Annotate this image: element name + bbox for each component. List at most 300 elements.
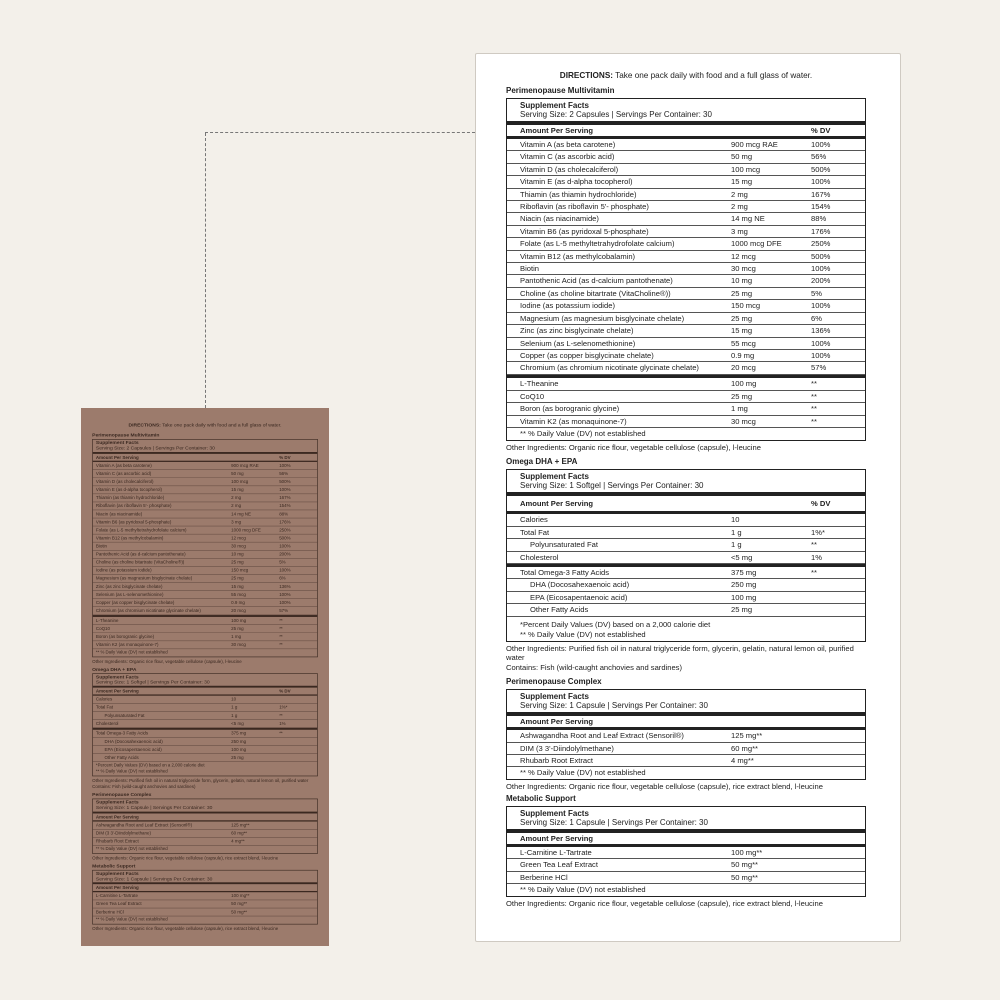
- nutrient-amount: <5 mg: [731, 552, 753, 562]
- nutrient-name: L-Theanine: [520, 379, 559, 389]
- nutrient-amount: 50 mg: [231, 470, 244, 476]
- thumb-column-header: Amount Per Serving % DV: [93, 454, 317, 462]
- other-ingredients: Other Ingredients: Organic rice flour, vegetable cellulose (capsule), l-leucine: [506, 442, 761, 452]
- table-row: [507, 201, 865, 213]
- thumb-other-ingredients: Other Ingredients: Organic rice flour, vegetable cellulose (capsule), rice extract blend, l-leucine: [92, 925, 279, 932]
- nutrient-amount: 25 mg: [731, 313, 753, 323]
- nutrient-name: Niacin (as niacinamide): [95, 510, 143, 517]
- table-row: [93, 696, 317, 704]
- nutrient-name: Rhubarb Root Extract: [95, 838, 139, 844]
- nutrient-dv: 167%: [811, 189, 831, 199]
- table-row: [507, 416, 865, 428]
- table-row: [507, 251, 865, 263]
- nutrient-name: Vitamin B12 (as methylcobalamin): [520, 251, 636, 261]
- thumb-facts-box: [92, 799, 318, 854]
- nutrient-name: Biotin: [95, 542, 108, 549]
- nutrient-name: Riboflavin (as riboflavin 5'- phosphate): [520, 202, 649, 212]
- nutrient-amount: 50 mg**: [731, 872, 759, 882]
- table-row: [93, 510, 317, 518]
- nutrient-amount: 20 mcg: [231, 607, 246, 613]
- nutrient-name: Chromium (as chromium nicotinate glycinate chelate): [520, 363, 699, 373]
- table-row: [93, 478, 317, 486]
- nutrient-dv: **: [279, 625, 283, 631]
- table-row: [93, 462, 317, 470]
- nutrient-name: Total Omega-3 Fatty Acids: [95, 730, 149, 737]
- thumb-facts-box: [92, 439, 318, 657]
- nutrient-dv: 100%: [279, 462, 291, 468]
- nutrient-name: Selenium (as L-selenomethionine): [520, 338, 636, 348]
- table-row: [93, 901, 317, 909]
- table-row: [93, 633, 317, 641]
- nutrient-amount: 100 mg: [731, 379, 757, 389]
- nutrient-name: Copper (as copper bisglycinate chelate): [520, 350, 654, 360]
- nutrient-name: Zinc (as zinc bisglycinate chelate): [95, 583, 163, 589]
- other-ingredients: Other Ingredients: Organic rice flour, vegetable cellulose (capsule), rice extract blend, l-leucine: [506, 782, 823, 792]
- nutrient-dv: 57%: [811, 363, 827, 373]
- nutrient-name: Zinc (as zinc bisglycinate chelate): [520, 326, 634, 336]
- table-row: [507, 313, 865, 325]
- thumb-facts-header: Supplement Facts Serving Size: 1 Softgel | Servings Per Container: 30: [93, 674, 317, 688]
- table-row: [507, 604, 865, 616]
- nutrient-name: Calories: [520, 515, 548, 525]
- nutrient-amount: 125 mg**: [231, 822, 250, 828]
- table-row: [93, 607, 317, 615]
- nutrient-dv: 200%: [811, 276, 831, 286]
- nutrient-name: Thiamin (as thiamin hydrochloride): [520, 189, 637, 199]
- nutrient-amount: 900 mcg RAE: [231, 462, 259, 468]
- nutrient-amount: 25 mg: [731, 605, 753, 615]
- thumb-section-title: Metabolic Support: [92, 862, 136, 869]
- nutrient-amount: 60 mg**: [731, 743, 759, 753]
- table-row: [93, 575, 317, 583]
- nutrient-dv: **: [811, 404, 817, 414]
- nutrient-name: Green Tea Leaf Extract: [520, 860, 598, 870]
- nutrient-amount: 100 mg: [731, 592, 757, 602]
- nutrient-name: Ashwagandha Root and Leaf Extract (Sensoril®): [95, 822, 193, 828]
- table-row: [93, 542, 317, 550]
- nutrient-dv: **: [811, 568, 817, 578]
- nutrient-amount: 1 mg: [731, 404, 748, 414]
- nutrient-amount: 1 g: [231, 712, 238, 719]
- table-row: [93, 829, 317, 837]
- nutrient-dv: 176%: [811, 226, 831, 236]
- nutrient-dv: 88%: [811, 214, 827, 224]
- label-content: [506, 70, 866, 909]
- table-row: [93, 470, 317, 478]
- nutrient-amount: 2 mg: [231, 494, 242, 501]
- nutrient-amount: 100 mg**: [231, 893, 250, 899]
- nutrient-amount: 30 mcg: [231, 641, 246, 648]
- table-row: [93, 625, 317, 633]
- nutrient-dv: **: [279, 633, 283, 640]
- table-row: [93, 534, 317, 542]
- footnote: ** % Daily Value (DV) not established: [520, 768, 646, 778]
- nutrient-amount: 1000 mcg DFE: [231, 526, 261, 533]
- footnote: ** % Daily Value (DV) not established: [520, 885, 646, 895]
- nutrient-name: Cholesterol: [95, 720, 119, 727]
- nutrient-name: Choline (as choline bitartrate (VitaCholine®)): [95, 559, 185, 565]
- nutrient-dv: 167%: [279, 494, 291, 501]
- thumb-facts-header: Supplement Facts Serving Size: 2 Capsules | Servings Per Container: 30: [93, 440, 317, 454]
- nutrient-dv: 57%: [279, 607, 289, 613]
- nutrient-name: Vitamin A (as beta carotene): [95, 462, 152, 468]
- table-row: [507, 391, 865, 403]
- nutrient-amount: 30 mcg: [731, 416, 756, 426]
- nutrient-dv: 154%: [279, 502, 291, 509]
- nutrient-dv: 1%*: [279, 704, 288, 711]
- nutrient-dv: 100%: [279, 599, 291, 605]
- table-row: [93, 754, 317, 762]
- thumb-facts-box: [92, 870, 318, 925]
- nutrient-amount: 0.9 mg: [231, 599, 245, 605]
- thumb-directions: DIRECTIONS: Take one pack daily with food and a full glass of water.: [128, 422, 282, 428]
- nutrient-dv: 6%: [279, 575, 286, 581]
- nutrient-name: Folate (as L-5 methyltetrahydrofolate calcium): [95, 526, 187, 533]
- table-row: [507, 847, 865, 859]
- table-row: [507, 872, 865, 884]
- nutrient-dv: 88%: [279, 510, 289, 517]
- nutrient-amount: 100 mcg: [231, 478, 249, 485]
- nutrient-amount: 150 mcg: [231, 567, 249, 573]
- nutrient-dv: 250%: [811, 239, 831, 249]
- nutrient-amount: 15 mg: [731, 326, 753, 336]
- thumb-facts-header: Supplement Facts Serving Size: 1 Capsule | Servings Per Container: 30: [93, 870, 317, 884]
- nutrient-amount: 12 mcg: [731, 251, 756, 261]
- nutrient-name: Total Omega-3 Fatty Acids: [520, 568, 610, 578]
- thumb-column-header: Amount Per Serving % DV: [93, 688, 317, 696]
- nutrient-name: Vitamin C (as ascorbic acid): [95, 470, 152, 476]
- nutrient-name: Pantothenic Acid (as d-calcium pantothenate): [95, 550, 186, 557]
- section-title-complex: Perimenopause Complex: [506, 677, 602, 687]
- table-row: [93, 526, 317, 534]
- nutrient-dv: 100%: [279, 486, 291, 493]
- table-row: [93, 518, 317, 526]
- nutrient-amount: 25 mg: [231, 559, 244, 565]
- other-ingredients: Other Ingredients: Organic rice flour, vegetable cellulose (capsule), rice extract blend, l-leucine: [506, 899, 823, 909]
- nutrient-amount: 1 g: [231, 704, 238, 711]
- nutrient-dv: **: [811, 379, 817, 389]
- nutrient-amount: 60 mg**: [231, 830, 248, 836]
- connector-line-vertical: [205, 133, 206, 408]
- table-row: [507, 539, 865, 551]
- nutrient-amount: 15 mg: [231, 583, 244, 589]
- nutrient-name: Vitamin B12 (as methylcobalamin): [95, 534, 164, 541]
- nutrient-amount: 1 mg: [231, 633, 242, 640]
- nutrient-name: CoQ10: [95, 625, 111, 631]
- table-row: [93, 641, 317, 649]
- table-row: [507, 288, 865, 300]
- nutrient-name: Other Fatty Acids: [530, 605, 589, 615]
- supplement-facts-multivitamin: [506, 98, 866, 441]
- nutrient-amount: 55 mcg: [731, 338, 756, 348]
- nutrient-name: DHA (Docosahexaenoic acid): [530, 580, 630, 590]
- nutrient-amount: 25 mg: [731, 288, 753, 298]
- nutrient-name: Polyunsaturated Fat: [530, 540, 598, 550]
- nutrient-dv: 5%: [279, 559, 286, 565]
- nutrient-dv: 100%: [811, 301, 831, 311]
- nutrient-name: DHA (Docosahexaenoic acid): [104, 738, 163, 745]
- nutrient-dv: 500%: [811, 251, 831, 261]
- nutrient-dv: 100%: [811, 140, 831, 149]
- nutrient-dv: **: [279, 712, 283, 719]
- nutrient-amount: 25 mg: [231, 754, 244, 761]
- nutrient-amount: 30 mcg: [731, 264, 756, 274]
- nutrient-dv: 154%: [811, 202, 831, 212]
- nutrient-name: Boron (as borogranic glycine): [95, 633, 155, 640]
- nutrient-amount: 12 mcg: [231, 534, 246, 541]
- nutrient-dv: **: [811, 540, 817, 550]
- thumb-footnote: *Percent Daily Values (DV) based on a 2,000 calorie diet ** % Daily Value (DV) not established: [95, 763, 205, 774]
- table-row: [507, 176, 865, 188]
- nutrient-name: Vitamin A (as beta carotene): [520, 140, 616, 149]
- nutrient-name: Vitamin B6 (as pyridoxal 5-phosphate): [95, 518, 172, 525]
- thumb-other-ingredients: Other Ingredients: Organic rice flour, vegetable cellulose (capsule), rice extract blend, l-leucine: [92, 854, 279, 861]
- table-row: [507, 592, 865, 604]
- nutrient-amount: 14 mg NE: [731, 214, 765, 224]
- facts-header: Supplement Facts Serving Size: 2 Capsules | Servings Per Container: 30: [507, 99, 865, 125]
- nutrient-name: Berberine HCl: [520, 872, 568, 882]
- nutrient-amount: 3 mg: [731, 226, 748, 236]
- supplement-facts-omega: [506, 469, 866, 641]
- table-row: [93, 583, 317, 591]
- nutrient-amount: 10 mg: [731, 276, 753, 286]
- other-ingredients: Other Ingredients: Purified fish oil in natural triglyceride form, glycerin, gelatin, natural lemon oil, purified water Contains: Fish (wild-caught anchovies and sardines): [506, 643, 854, 672]
- nutrient-amount: 2 mg: [731, 202, 748, 212]
- nutrient-name: Pantothenic Acid (as d-calcium pantothenate): [520, 276, 673, 286]
- nutrient-amount: 100 mg: [231, 746, 247, 753]
- nutrient-dv: 100%: [279, 567, 291, 573]
- table-row: [507, 139, 865, 151]
- nutrient-name: Ashwagandha Root and Leaf Extract (Sensoril®): [520, 731, 684, 741]
- nutrient-amount: 50 mg**: [231, 901, 248, 907]
- column-header: Amount Per Serving: [507, 833, 865, 847]
- table-row: [93, 746, 317, 754]
- table-row: [507, 263, 865, 275]
- nutrient-amount: 125 mg**: [731, 731, 763, 741]
- nutrient-dv: 136%: [811, 326, 831, 336]
- nutrient-name: Vitamin D (as cholecalciferol): [95, 478, 154, 485]
- section-title-metabolic: Metabolic Support: [506, 793, 576, 803]
- connector-line-horizontal: [205, 132, 475, 133]
- thumb-footnote: ** % Daily Value (DV) not established: [95, 917, 168, 923]
- nutrient-name: L-Carnitine L-Tartrate: [520, 847, 592, 857]
- nutrient-amount: 55 mcg: [231, 591, 246, 597]
- thumb-facts-header: Supplement Facts Serving Size: 1 Capsule | Servings Per Container: 30: [93, 799, 317, 813]
- thumb-column-header: Amount Per Serving: [93, 884, 317, 892]
- nutrient-amount: 1 g: [731, 527, 742, 537]
- nutrient-name: Total Fat: [95, 704, 113, 711]
- table-row: [507, 189, 865, 201]
- nutrient-name: Vitamin D (as cholecalciferol): [520, 164, 619, 174]
- nutrient-dv: 176%: [279, 518, 291, 525]
- nutrient-name: Berberine HCl: [95, 909, 124, 915]
- table-row: [93, 821, 317, 829]
- nutrient-name: Vitamin K2 (as monaquinone-7): [95, 641, 159, 648]
- nutrient-amount: 15 mg: [731, 177, 753, 187]
- nutrient-dv: **: [811, 416, 817, 426]
- nutrient-dv: 100%: [279, 542, 291, 549]
- nutrient-amount: 15 mg: [231, 486, 244, 493]
- nutrient-name: EPA (Eicosapentaenoic acid): [104, 746, 162, 753]
- table-row: [93, 591, 317, 599]
- table-row: [507, 743, 865, 755]
- table-row: [93, 494, 317, 502]
- nutrient-dv: 100%: [279, 591, 291, 597]
- nutrient-amount: 375 mg: [231, 730, 247, 737]
- nutrient-dv: 500%: [279, 478, 291, 485]
- table-row: [93, 909, 317, 917]
- thumb-column-header: Amount Per Serving: [93, 813, 317, 821]
- nutrient-dv: 100%: [811, 264, 831, 274]
- thumb-section-title: Perimenopause Complex: [92, 791, 152, 798]
- nutrient-name: Folate (as L-5 methyltetrahydrofolate calcium): [520, 239, 675, 249]
- nutrient-name: Vitamin E (as d-alpha tocopherol): [520, 177, 633, 187]
- table-row: [93, 550, 317, 558]
- nutrient-name: Chromium (as chromium nicotinate glycinate chelate): [95, 607, 201, 613]
- nutrient-amount: 3 mg: [231, 518, 242, 525]
- nutrient-dv: **: [279, 617, 283, 623]
- table-row: [507, 300, 865, 312]
- label-thumbnail[interactable]: [81, 408, 329, 946]
- table-row: [507, 403, 865, 415]
- thumb-footnote: ** % Daily Value (DV) not established: [95, 650, 168, 655]
- table-row: [507, 238, 865, 250]
- nutrient-dv: 1%: [811, 552, 822, 562]
- column-header: Amount Per Serving % DV: [507, 496, 865, 514]
- nutrient-name: Thiamin (as thiamin hydrochloride): [95, 494, 165, 501]
- table-row: [507, 350, 865, 362]
- nutrient-amount: 14 mg NE: [231, 510, 252, 517]
- nutrient-amount: 30 mcg: [231, 542, 246, 549]
- nutrient-amount: 10 mg: [231, 550, 244, 557]
- table-row: [507, 527, 865, 539]
- table-row: [507, 567, 865, 579]
- table-row: [507, 514, 865, 526]
- table-row: [507, 226, 865, 238]
- nutrient-amount: 100 mcg: [731, 164, 761, 174]
- nutrient-name: Iodine (as potassium iodide): [95, 567, 152, 573]
- label-detail-panel: [475, 53, 901, 942]
- nutrient-name: Copper (as copper bisglycinate chelate): [95, 599, 175, 605]
- nutrient-name: DIM (3 3'-Diindolylmethane): [95, 830, 151, 836]
- nutrient-amount: 1 g: [731, 540, 742, 550]
- footnote: ** % Daily Value (DV) not established: [520, 428, 646, 438]
- nutrient-amount: 150 mcg: [731, 301, 761, 311]
- table-row: [93, 720, 317, 728]
- facts-header: Supplement Facts Serving Size: 1 Capsule | Servings Per Container: 30: [507, 807, 865, 833]
- nutrient-name: Niacin (as niacinamide): [520, 214, 599, 224]
- nutrient-amount: 20 mcg: [731, 363, 756, 373]
- nutrient-name: L-Theanine: [95, 617, 119, 623]
- nutrient-name: L-Carnitine L-Tartrate: [95, 893, 138, 899]
- table-row: [93, 730, 317, 738]
- nutrient-dv: 1%*: [811, 527, 825, 537]
- table-row: [93, 704, 317, 712]
- table-row: [93, 599, 317, 607]
- nutrient-name: Cholesterol: [520, 552, 559, 562]
- nutrient-dv: 500%: [279, 534, 291, 541]
- table-row: [507, 552, 865, 564]
- nutrient-name: Vitamin E (as d-alpha tocopherol): [95, 486, 162, 493]
- table-row: [93, 502, 317, 510]
- table-row: [507, 151, 865, 163]
- table-row: [93, 558, 317, 566]
- supplement-facts-metabolic: [506, 806, 866, 897]
- table-row: [93, 617, 317, 625]
- nutrient-name: Calories: [95, 696, 113, 702]
- nutrient-name: Vitamin B6 (as pyridoxal 5-phosphate): [520, 226, 649, 236]
- nutrient-name: Biotin: [520, 264, 539, 274]
- nutrient-name: Polyunsaturated Fat: [104, 712, 145, 719]
- section-title-multivitamin: Perimenopause Multivitamin: [506, 86, 615, 95]
- nutrient-amount: 0.9 mg: [731, 350, 755, 360]
- nutrient-dv: 5%: [811, 288, 822, 298]
- table-row: [507, 859, 865, 871]
- table-row: [507, 275, 865, 287]
- nutrient-name: Other Fatty Acids: [104, 754, 139, 761]
- table-row: [507, 325, 865, 337]
- nutrient-amount: 25 mg: [231, 625, 244, 631]
- table-row: [93, 738, 317, 746]
- nutrient-amount: 2 mg: [731, 189, 748, 199]
- table-row: [93, 712, 317, 720]
- nutrient-amount: 1000 mcg DFE: [731, 239, 782, 249]
- facts-header: Supplement Facts Serving Size: 1 Softgel | Servings Per Container: 30: [507, 470, 865, 496]
- nutrient-dv: **: [811, 391, 817, 401]
- nutrient-name: DIM (3 3'-Diindolylmethane): [520, 743, 614, 753]
- nutrient-name: Total Fat: [520, 527, 550, 537]
- nutrient-amount: 2 mg: [231, 502, 242, 509]
- nutrient-dv: 6%: [811, 313, 822, 323]
- nutrient-dv: 56%: [811, 152, 827, 162]
- nutrient-amount: 250 mg: [731, 580, 757, 590]
- table-row: [507, 378, 865, 390]
- table-row: [507, 730, 865, 742]
- thumbnail-content: [81, 408, 329, 946]
- nutrient-name: Selenium (as L-selenomethionine): [95, 591, 164, 597]
- nutrient-name: Iodine (as potassium iodide): [520, 301, 615, 311]
- nutrient-amount: 4 mg**: [231, 838, 245, 844]
- nutrient-dv: 136%: [279, 583, 291, 589]
- thumb-facts-box: [92, 673, 318, 776]
- nutrient-amount: 375 mg: [731, 568, 757, 578]
- nutrient-amount: 50 mg**: [731, 860, 759, 870]
- table-row: [93, 892, 317, 900]
- directions: DIRECTIONS: Take one pack daily with food and a full glass of water.: [559, 71, 813, 80]
- nutrient-amount: 100 mg**: [731, 847, 763, 857]
- nutrient-amount: 10: [231, 696, 237, 702]
- thumb-other-ingredients: Other Ingredients: Purified fish oil in natural triglyceride form, glycerin, gelatin, natural lemon oil, purified water Contains: Fish (wild-caught anchovies and sardines): [92, 777, 309, 790]
- nutrient-name: Green Tea Leaf Extract: [95, 901, 142, 907]
- nutrient-dv: 200%: [279, 550, 291, 557]
- nutrient-name: Vitamin C (as ascorbic acid): [520, 152, 615, 162]
- nutrient-amount: 250 mg: [231, 738, 247, 745]
- table-row: [507, 164, 865, 176]
- nutrient-dv: **: [279, 641, 283, 648]
- nutrient-name: Boron (as borogranic glycine): [520, 404, 620, 414]
- table-row: [93, 566, 317, 574]
- footnote: *Percent Daily Values (DV) based on a 2,000 calorie diet ** % Daily Value (DV) not established: [520, 619, 711, 639]
- nutrient-amount: 4 mg**: [731, 756, 754, 765]
- thumb-section-title: Perimenopause Multivitamin: [92, 432, 160, 438]
- nutrient-dv: 250%: [279, 526, 291, 533]
- table-row: [507, 755, 865, 767]
- thumb-other-ingredients: Other Ingredients: Organic rice flour, vegetable cellulose (capsule), l-leucine: [92, 658, 242, 664]
- nutrient-amount: 900 mcg RAE: [731, 140, 778, 149]
- nutrient-dv: **: [279, 730, 283, 737]
- nutrient-dv: 100%: [811, 338, 831, 348]
- nutrient-name: CoQ10: [520, 391, 545, 401]
